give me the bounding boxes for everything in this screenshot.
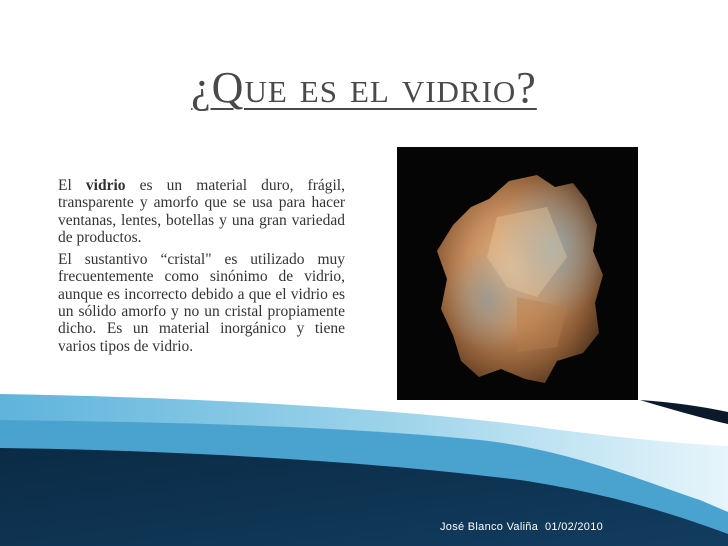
- paragraph-keyword: vidrio: [85, 177, 126, 194]
- paragraph-prefix: El: [58, 177, 86, 194]
- paragraph-cristal: El sustantivo “cristal" es utilizado muy frecuentemente como sinónimo de vidrio, aunque es incorrecto debido a que el vidrio es un sólido amorfo y no un cristal propiamente dicho. Es un material inorgánico y tiene varios tipos de vidrio.: [58, 251, 345, 355]
- slide-title: ¿Que es el vidrio?: [191, 63, 537, 112]
- footer-author: José Blanco Valiña: [440, 521, 539, 533]
- paragraph-definition-rest: es un material duro, frágil, transparente y amorfo que se usa para hacer ventanas, lentes, botellas y una gran variedad de productos.: [58, 177, 345, 246]
- footer-date: 01/02/2010: [545, 521, 604, 533]
